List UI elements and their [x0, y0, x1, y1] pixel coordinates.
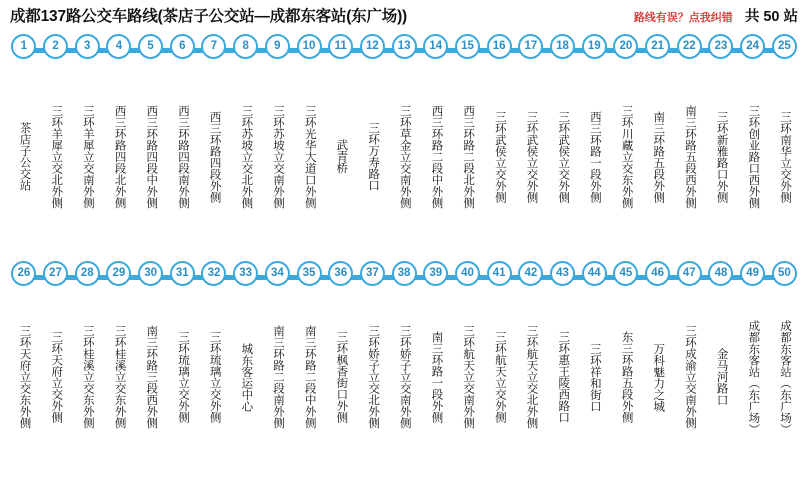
station-number[interactable]: 49: [740, 261, 765, 286]
station-31[interactable]: [166, 261, 198, 463]
route-row-first: [0, 34, 808, 249]
station-1[interactable]: [8, 34, 40, 249]
station-number[interactable]: 25: [772, 34, 797, 59]
station-name: 三环航天立交北外侧: [525, 325, 538, 429]
station-number[interactable]: 24: [740, 34, 765, 59]
station-name: 南三环路五段外侧: [652, 110, 665, 203]
station-9[interactable]: [262, 34, 294, 249]
station-name: 三环成渝立交南外侧: [683, 325, 696, 429]
station-46[interactable]: [642, 261, 674, 463]
station-name: 三环武侯立交外侧: [525, 110, 538, 203]
station-23[interactable]: [705, 34, 737, 249]
station-name: 三环万寿路口: [367, 122, 380, 191]
station-name: 西三环路四段北外侧: [113, 104, 126, 209]
station-name: 三环琉璃立交外侧: [208, 331, 221, 423]
station-name: 三环创业路口西外侧: [747, 104, 760, 209]
station-name: 三环南华立交外侧: [779, 110, 792, 203]
station-number[interactable]: 13: [392, 34, 417, 59]
station-number[interactable]: 16: [487, 34, 512, 59]
station-name: 三环桂溪立交东外侧: [81, 325, 94, 429]
station-name: 三环娇子立交南外侧: [398, 325, 411, 429]
station-33[interactable]: [230, 261, 262, 463]
station-number[interactable]: 20: [613, 34, 638, 59]
station-7[interactable]: [198, 34, 230, 249]
station-22[interactable]: [673, 34, 705, 249]
station-number[interactable]: 34: [265, 261, 290, 286]
station-11[interactable]: [325, 34, 357, 249]
station-47[interactable]: [673, 261, 705, 463]
station-name: 三环羊犀立交南外侧: [81, 104, 94, 209]
route-row-second: [0, 261, 808, 463]
station-name: 三环天府立交外侧: [50, 331, 63, 423]
station-name: 金马河路口: [715, 348, 728, 406]
station-number[interactable]: 39: [423, 261, 448, 286]
station-name: 西三环路四段南外侧: [176, 104, 189, 209]
station-number[interactable]: 32: [201, 261, 226, 286]
station-name: 三环武侯立交外侧: [493, 110, 506, 203]
station-12[interactable]: [357, 34, 389, 249]
station-26[interactable]: [8, 261, 40, 463]
station-name: 三环草金立交南外侧: [398, 104, 411, 209]
station-list-second: [8, 261, 800, 463]
station-number[interactable]: 4: [106, 34, 131, 59]
station-number[interactable]: 28: [75, 261, 100, 286]
station-15[interactable]: [452, 34, 484, 249]
station-name: 南三环路三段西外侧: [145, 325, 158, 429]
station-number[interactable]: 12: [360, 34, 385, 59]
station-number[interactable]: 9: [265, 34, 290, 59]
station-name: 茶店子公交站: [18, 122, 31, 191]
station-name: 三环琉璃立交外侧: [176, 331, 189, 423]
station-number[interactable]: 48: [708, 261, 733, 286]
station-name: 南三环路二段中外侧: [303, 325, 316, 429]
station-38[interactable]: [388, 261, 420, 463]
station-10[interactable]: [293, 34, 325, 249]
station-number[interactable]: 37: [360, 261, 385, 286]
station-number[interactable]: 5: [138, 34, 163, 59]
station-6[interactable]: [166, 34, 198, 249]
station-name: 武青桥: [335, 139, 348, 174]
station-number[interactable]: 8: [233, 34, 258, 59]
station-49[interactable]: [737, 261, 769, 463]
station-35[interactable]: [293, 261, 325, 463]
station-name: 成都东客站（东广场）: [747, 319, 760, 435]
station-number[interactable]: 40: [455, 261, 480, 286]
station-42[interactable]: [515, 261, 547, 463]
station-2[interactable]: [40, 34, 72, 249]
station-number[interactable]: 2: [43, 34, 68, 59]
station-number[interactable]: 38: [392, 261, 417, 286]
station-number[interactable]: 33: [233, 261, 258, 286]
header-right: [634, 7, 798, 28]
page-title: 成都137路公交车路线(茶店子公交站—成都东客站(东广场)): [10, 8, 408, 25]
station-name: 三环苏坡立交南外侧: [272, 104, 285, 209]
station-8[interactable]: [230, 34, 262, 249]
station-27[interactable]: [40, 261, 72, 463]
station-number[interactable]: 46: [645, 261, 670, 286]
station-3[interactable]: [71, 34, 103, 249]
station-number[interactable]: 36: [328, 261, 353, 286]
station-43[interactable]: [547, 261, 579, 463]
station-5[interactable]: [135, 34, 167, 249]
station-37[interactable]: [357, 261, 389, 463]
station-name: 三环娇子立交北外侧: [367, 325, 380, 429]
station-number[interactable]: 23: [708, 34, 733, 59]
station-29[interactable]: [103, 261, 135, 463]
station-41[interactable]: [483, 261, 515, 463]
station-name: 西三环路二段中外侧: [430, 104, 443, 209]
station-30[interactable]: [135, 261, 167, 463]
station-number[interactable]: 21: [645, 34, 670, 59]
station-number[interactable]: 26: [11, 261, 36, 286]
report-error-link[interactable]: 路线有误？点我纠错: [633, 12, 733, 24]
station-4[interactable]: [103, 34, 135, 249]
station-name: 三环新雅路口外侧: [715, 110, 728, 203]
station-number[interactable]: 19: [582, 34, 607, 59]
station-number[interactable]: 14: [423, 34, 448, 59]
station-number[interactable]: 50: [772, 261, 797, 286]
station-16[interactable]: [483, 34, 515, 249]
station-name: 三环祥和街口: [588, 342, 601, 412]
station-number[interactable]: 30: [138, 261, 163, 286]
station-24[interactable]: [737, 34, 769, 249]
station-number[interactable]: 22: [677, 34, 702, 59]
station-name: 三环惠王陵西路口: [557, 331, 570, 423]
station-number[interactable]: 29: [106, 261, 131, 286]
station-44[interactable]: [578, 261, 610, 463]
station-name: 南三环路五段西外侧: [683, 104, 696, 209]
station-number[interactable]: 17: [518, 34, 543, 59]
station-number[interactable]: 10: [297, 34, 322, 59]
station-name: 三环川藏立交东外侧: [620, 104, 633, 209]
station-number[interactable]: 11: [328, 34, 353, 59]
station-14[interactable]: [420, 34, 452, 249]
station-name: 成都东客站（东广场）: [779, 319, 792, 435]
station-number[interactable]: 6: [170, 34, 195, 59]
station-45[interactable]: [610, 261, 642, 463]
station-number[interactable]: 3: [75, 34, 100, 59]
station-name: 三环枫香街口外侧: [335, 331, 348, 423]
station-25[interactable]: [769, 34, 801, 249]
station-name: 西三环路二段北外侧: [462, 104, 475, 209]
station-number[interactable]: 42: [518, 261, 543, 286]
station-name: 三环羊犀立交北外侧: [50, 104, 63, 209]
station-name: 三环武侯立交外侧: [557, 110, 570, 203]
total-stations-label: 共 50 站: [744, 9, 798, 25]
station-18[interactable]: [547, 34, 579, 249]
station-number[interactable]: 35: [297, 261, 322, 286]
station-number[interactable]: 7: [201, 34, 226, 59]
station-36[interactable]: [325, 261, 357, 463]
header: [0, 0, 808, 28]
station-17[interactable]: [515, 34, 547, 249]
station-number[interactable]: 27: [43, 261, 68, 286]
station-name: 三环光华大道口外侧: [303, 104, 316, 209]
station-20[interactable]: [610, 34, 642, 249]
station-40[interactable]: [452, 261, 484, 463]
station-19[interactable]: [578, 34, 610, 249]
station-21[interactable]: [642, 34, 674, 249]
station-number[interactable]: 18: [550, 34, 575, 59]
station-39[interactable]: [420, 261, 452, 463]
station-name: 三环桂溪立交东外侧: [113, 325, 126, 429]
station-number[interactable]: 43: [550, 261, 575, 286]
station-name: 三环航天立交南外侧: [462, 325, 475, 429]
station-number[interactable]: 44: [582, 261, 607, 286]
station-34[interactable]: [262, 261, 294, 463]
station-name: 西三环路一段外侧: [588, 110, 601, 203]
station-28[interactable]: [71, 261, 103, 463]
station-50[interactable]: [769, 261, 801, 463]
station-name: 东三环路五段外侧: [620, 331, 633, 423]
station-name: 西三环路四段中外侧: [145, 104, 158, 209]
station-number[interactable]: 47: [677, 261, 702, 286]
station-number[interactable]: 1: [11, 34, 36, 59]
station-13[interactable]: [388, 34, 420, 249]
station-name: 三环航天立交外侧: [493, 331, 506, 423]
station-number[interactable]: 41: [487, 261, 512, 286]
station-32[interactable]: [198, 261, 230, 463]
station-name: 西三环路四段外侧: [208, 110, 221, 203]
station-name: 万科魅力之城: [652, 342, 665, 412]
station-list-first: [8, 34, 800, 249]
station-number[interactable]: 15: [455, 34, 480, 59]
station-name: 南三环路一段外侧: [430, 331, 443, 423]
station-number[interactable]: 45: [613, 261, 638, 286]
station-name: 城东客运中心: [240, 342, 253, 412]
station-name: 三环天府立交东外侧: [18, 325, 31, 429]
station-48[interactable]: [705, 261, 737, 463]
station-name: 南三环路二段南外侧: [272, 325, 285, 429]
station-number[interactable]: 31: [170, 261, 195, 286]
station-name: 三环苏坡立交北外侧: [240, 104, 253, 209]
